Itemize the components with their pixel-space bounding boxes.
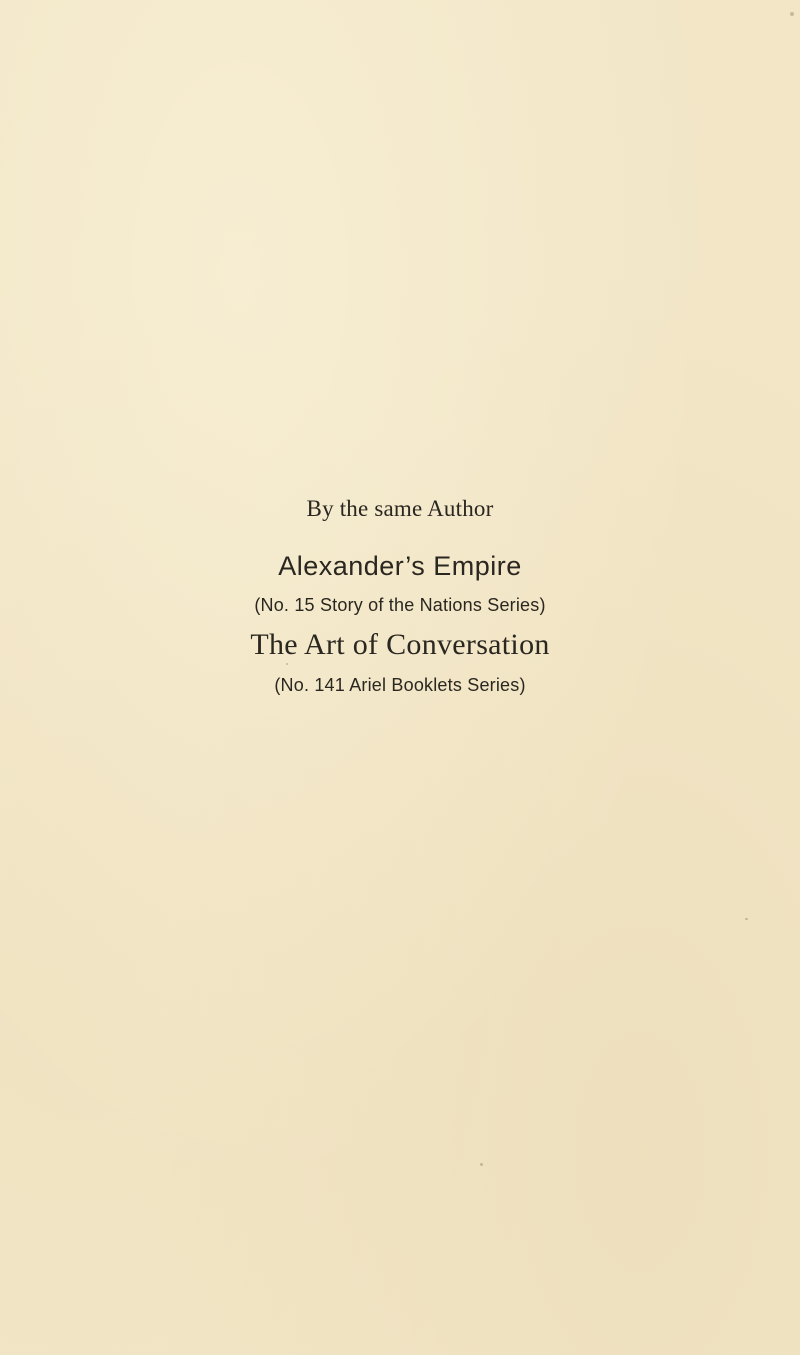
paper-speck — [286, 663, 288, 665]
paper-speck — [480, 1163, 483, 1166]
paper-speck — [790, 12, 794, 16]
work-title-art-of-conversation: The Art of Conversation — [250, 628, 550, 661]
work-series-note-alexanders-empire: (No. 15 Story of the Nations Series) — [254, 595, 546, 615]
paper-speck — [745, 918, 748, 920]
work-series-note-art-of-conversation: (No. 141 Ariel Booklets Series) — [274, 675, 526, 695]
work-title-alexanders-empire: Alexander’s Empire — [278, 551, 522, 581]
by-same-author-heading: By the same Author — [306, 496, 494, 521]
